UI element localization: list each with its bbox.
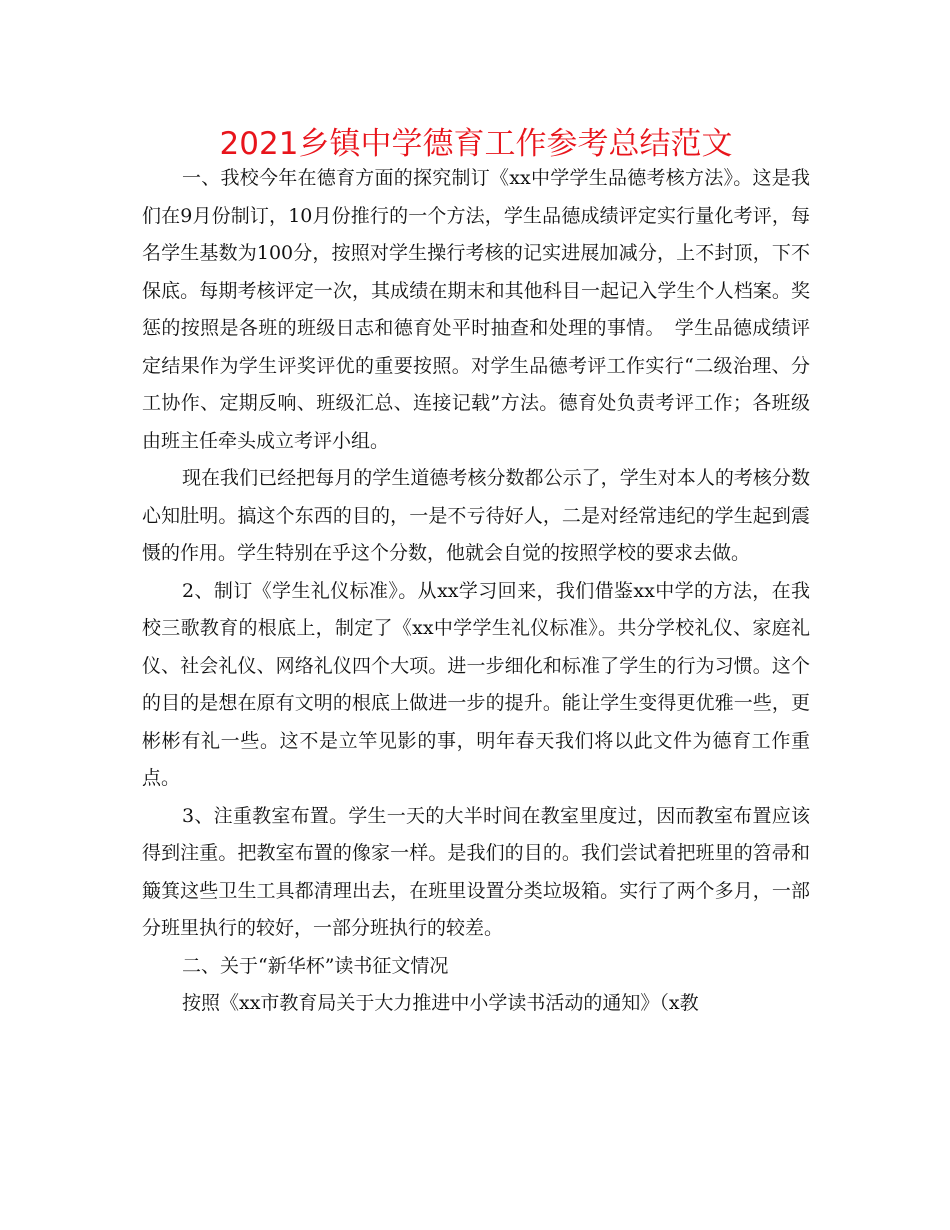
document-title: 2021乡镇中学德育工作参考总结范文 xyxy=(219,126,733,162)
section-heading-2: 二、关于“新华杯”读书征文情况 xyxy=(182,954,449,977)
paragraph-4: 3、注重教室布置。学生一天的大半时间在教室里度过，因而教室布置应该得到注重。把教室布置的像家一样。是我们的目的。我们尝试着把班里的笤帚和簸箕这些卫生工具都清理出去，在班里设置分类垃圾箱。实行了两个多月，一部分班里执行的较好，一部分班执行的较差。 xyxy=(142,804,810,939)
paragraph-3: 2、制订《学生礼仪标准》。从xx学习回来，我们借鉴xx中学的方法，在我校三歌教育的根底上，制定了《xx中学学生礼仪标准》。共分学校礼仪、家庭礼仪、社会礼仪、网络礼仪四个大项。进一步细化和标准了学生的行为习惯。这个的目的是想在原有文明的根底上做进一步的提升。能让学生变得更优雅一些，更彬彬有礼一些。这不是立竿见影的事，明年春天我们将以此文件为德育工作重点。 xyxy=(142,579,810,789)
document-page xyxy=(142,122,810,1023)
document-body xyxy=(142,160,810,1023)
paragraph-2: 现在我们已经把每月的学生道德考核分数都公示了，学生对本人的考核分数心知肚明。搞这个东西的目的，一是不亏待好人，二是对经常违纪的学生起到震慑的作用。学生特别在乎这个分数，他就会自觉的按照学校的要求去做。 xyxy=(142,467,810,564)
paragraph-1: 一、我校今年在德育方面的探究制订《xx中学学生品德考核方法》。这是我们在9月份制订，10月份推行的一个方法，学生品德成绩评定实行量化考评，每名学生基数为100分，按照对学生操行考核的记实进展加减分，上不封顶，下不保底。每期考核评定一次，其成绩在期末和其他科目一起记入学生个人档案。奖惩的按照是各班的班级日志和德育处平时抽查和处理的事情。 学生品德成绩评定结果作为学生评奖评优的重要按照。对学生品德考评工作实行“二级治理、分工协作、定期反响、班级汇总、连接记载”方法。德育处负责考评工作；各班级由班主任牵头成立考评小组。 xyxy=(142,167,810,452)
paragraph-5: 按照《xx市教育局关于大力推进中小学读书活动的通知》（x教 xyxy=(182,992,699,1014)
